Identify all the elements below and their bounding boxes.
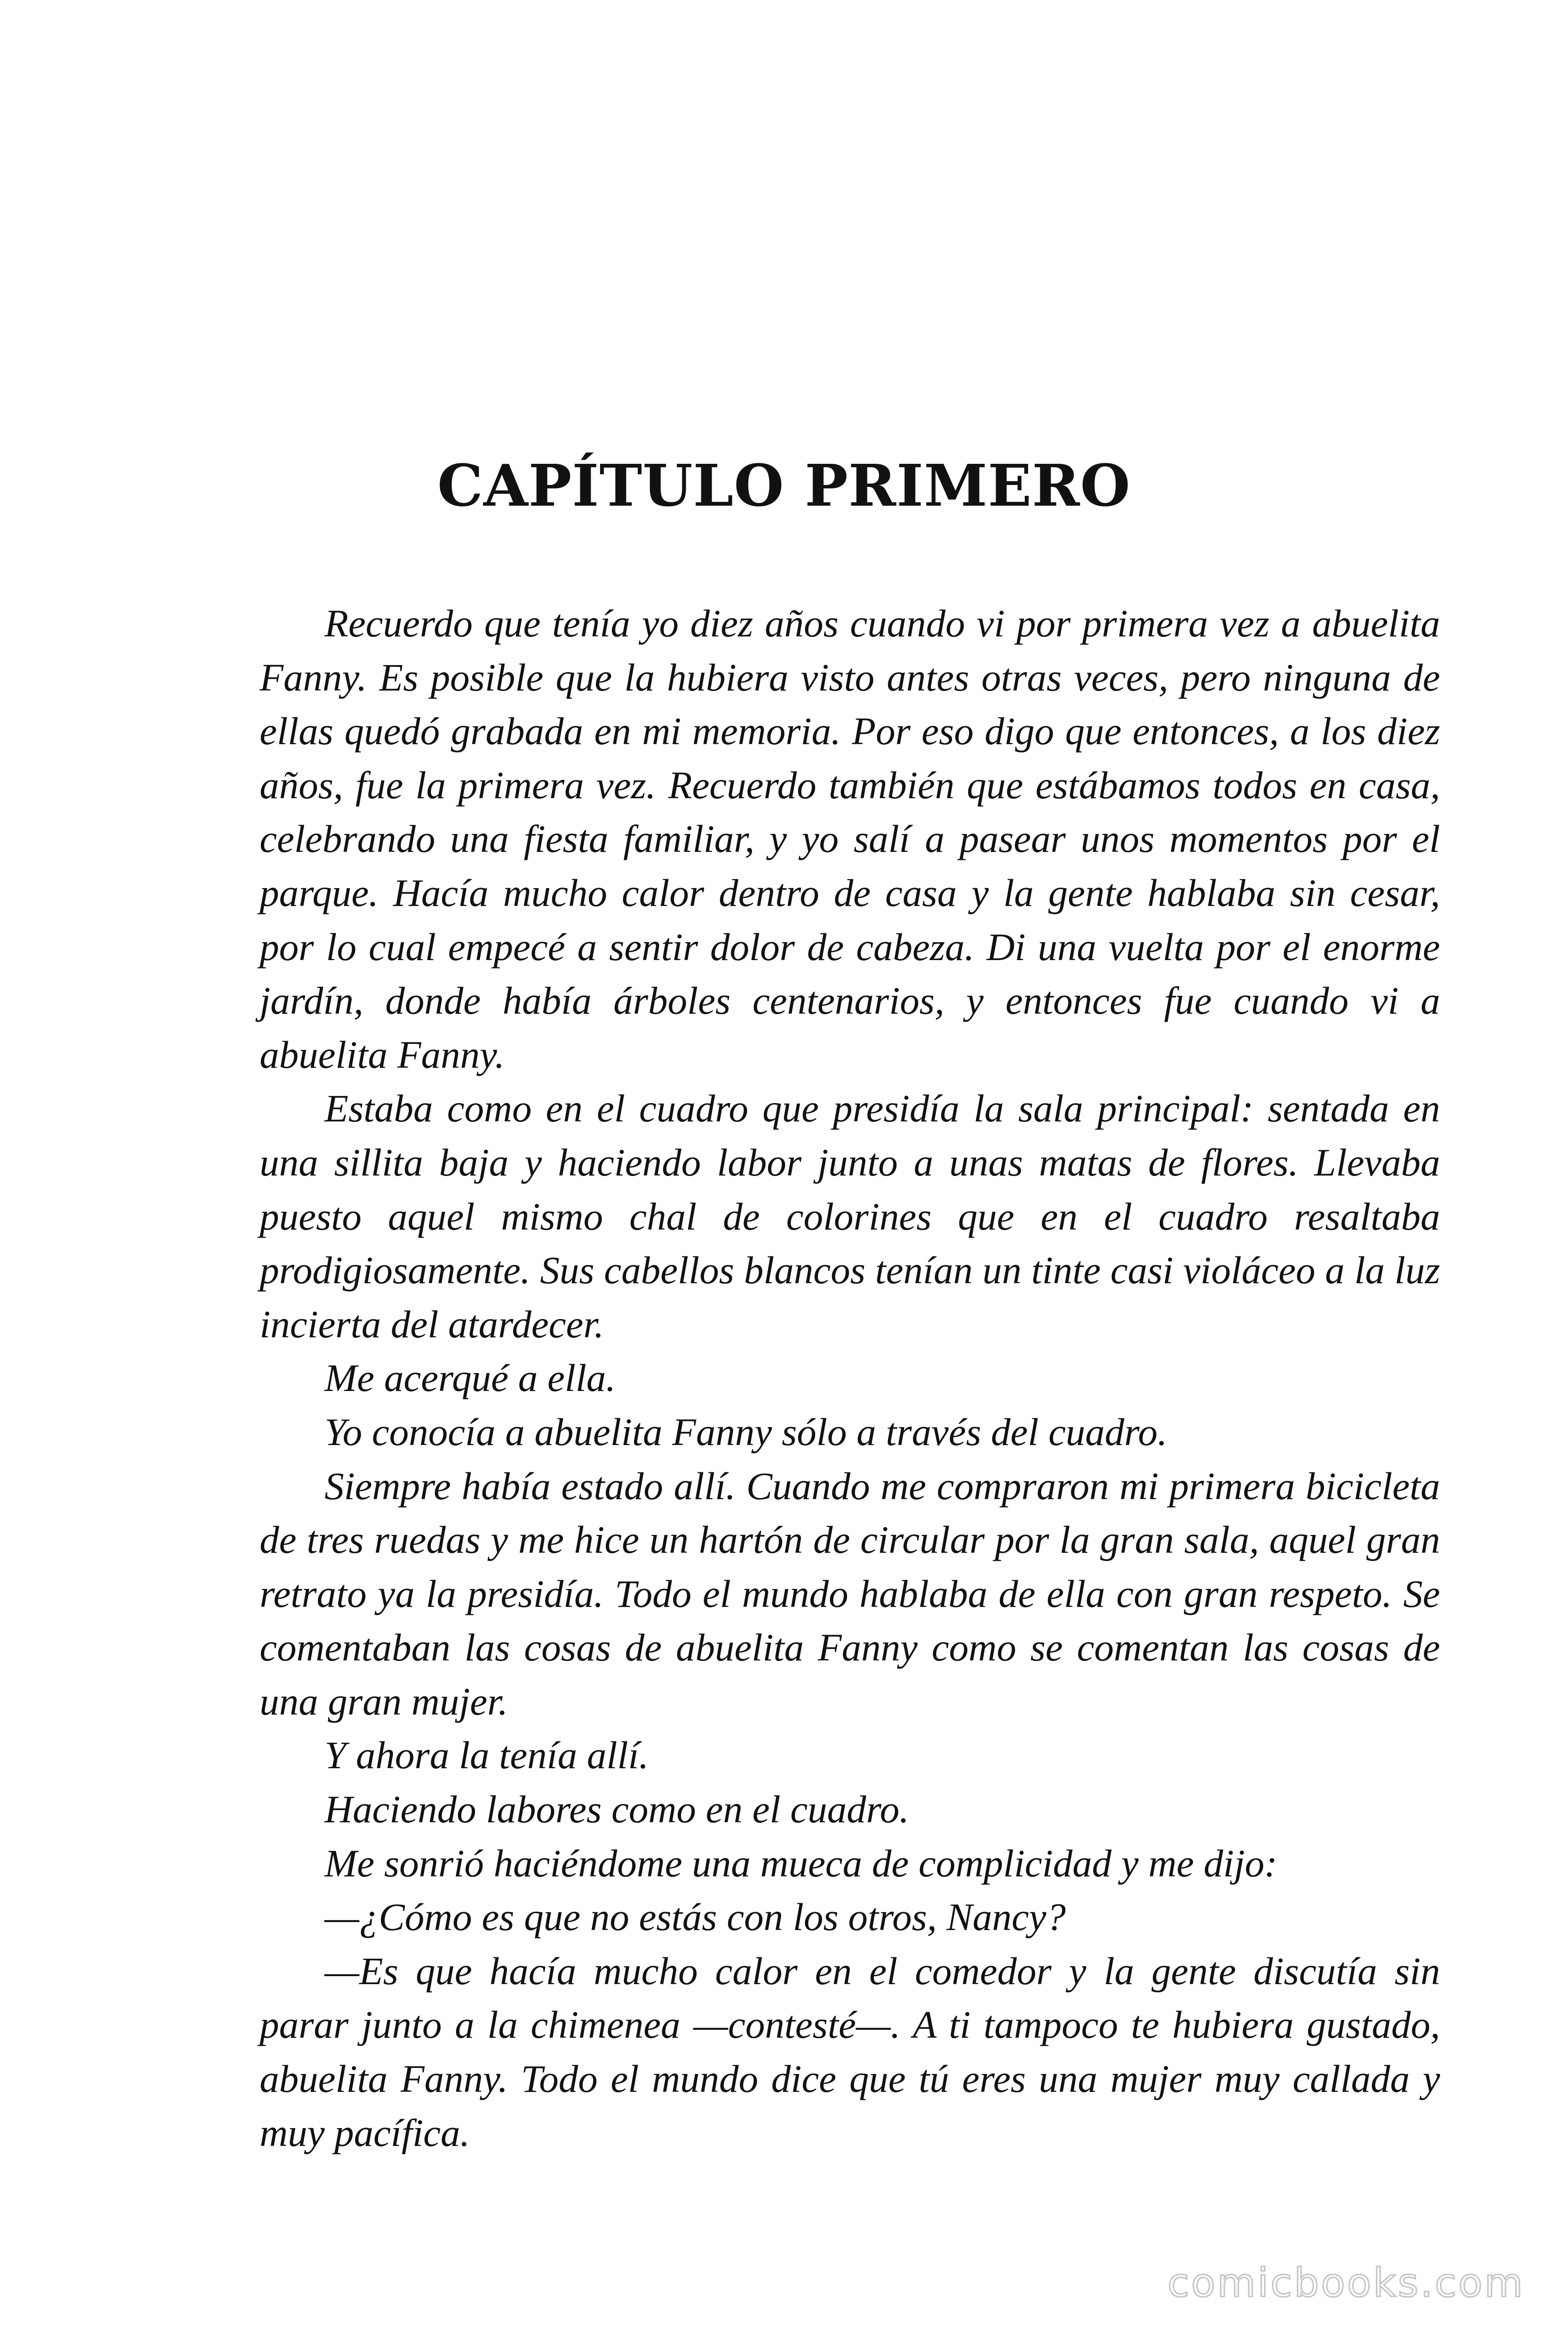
chapter-body bbox=[260, 596, 1440, 2160]
paragraph: Y ahora la tenía allí. bbox=[325, 1733, 649, 1777]
paragraph: Me acerqué a ella. bbox=[325, 1356, 616, 1400]
paragraph: Recuerdo que tenía yo diez años cuando vi por primera vez a abuelita Fanny. Es posible que la hubiera visto antes otras veces, pero ninguna de ellas quedó grabada en mi memoria. Por eso digo que entonces, a los diez años, fue la primera vez. Recuerdo también que estábamos todos en casa, celebrando una fiesta familiar, y yo salí a pasear unos momentos por el parque. Hacía mucho calor dentro de casa y la gente hablaba sin cesar, por lo cual empecé a sentir dolor de cabeza. Di una vuelta por el enorme jardín, donde había árboles centenarios, y entonces fue cuando vi a abuelita Fanny. bbox=[260, 602, 1440, 1076]
paragraph: Me sonrió haciéndome una mueca de complicidad y me dijo: bbox=[325, 1841, 1278, 1885]
watermark: comicbooks.com bbox=[1167, 2260, 1525, 2306]
paragraph: —¿Cómo es que no estás con los otros, Nancy? bbox=[325, 1895, 1066, 1939]
chapter-title: CAPÍTULO PRIMERO bbox=[437, 452, 1131, 519]
paragraph: Siempre había estado allí. Cuando me compraron mi primera bicicleta de tres ruedas y me hice un hartón de circular por la gran sala, aquel gran retrato ya la presidía. Todo el mundo hablaba de ella con gran respeto. Se comentaban las cosas de abuelita Fanny como se comentan las cosas de una gran mujer. bbox=[260, 1464, 1440, 1723]
paragraph: Estaba como en el cuadro que presidía la sala principal: sentada en una sillita baja y haciendo labor junto a unas matas de flores. Llevaba puesto aquel mismo chal de colorines que en el cuadro resaltaba prodigiosamente. Sus cabellos blancos tenían un tinte casi violáceo a la luz incierta del atardecer. bbox=[260, 1087, 1440, 1346]
paragraph: —Es que hacía mucho calor en el comedor y la gente discutía sin parar junto a la chimenea —contesté—. A ti tampoco te hubiera gustado, abuelita Fanny. Todo el mundo dice que tú eres una mujer muy callada y muy pacífica. bbox=[260, 1949, 1440, 2154]
paragraph: Haciendo labores como en el cuadro. bbox=[325, 1788, 910, 1831]
paragraph: Yo conocía a abuelita Fanny sólo a través del cuadro. bbox=[325, 1410, 1167, 1454]
